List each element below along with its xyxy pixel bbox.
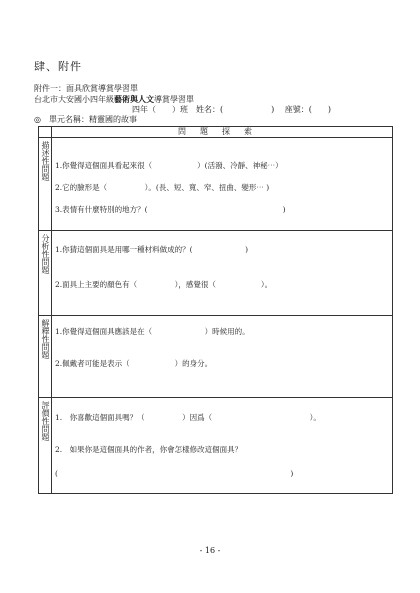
question-item: 1. 你喜歡這個面具嗎？（ ）因爲（ ）。	[55, 413, 321, 422]
page-number: - 16 -	[199, 546, 221, 555]
appendix-title: 附件一：面具欣賞導賞學習單	[34, 84, 138, 93]
question-item: 2.它的臉形是（ ）。(長、短、寬、窄、扭曲、變形⋯ )	[55, 183, 270, 192]
table-header: 問題探索	[52, 127, 393, 138]
school-line-prefix: 台北市大安國小四年級	[34, 95, 114, 104]
question-item: 1.你覺得這個面具看起來很（ ）(活潑、冷靜、神秘⋯）	[55, 161, 283, 170]
category-label: 解釋性問題	[41, 319, 50, 359]
category-label: 分析性問題	[41, 234, 50, 274]
school-line-suffix: 導賞學習單	[154, 95, 194, 104]
question-item: ( )	[55, 469, 294, 478]
question-item: 2. 如果你是這個面具的作者，你會怎樣修改這個面具？	[55, 445, 243, 454]
worksheet-table	[38, 126, 393, 494]
question-item: 1.你猜這個面具是用哪一種材料做成的？( )	[55, 245, 249, 254]
section-describe	[39, 138, 393, 231]
category-label: 評價性問題	[41, 401, 50, 441]
unit-name-line: ◎ 單元名稱：精靈國的故事	[34, 115, 137, 124]
category-label: 描述性問題	[41, 141, 50, 181]
section-evaluate	[39, 398, 393, 494]
section-explain	[39, 316, 393, 398]
question-item: 3.表情有什麼特別的地方？( )	[55, 205, 286, 214]
school-line-subject: 藝術與人文	[114, 94, 154, 104]
question-item: 1.你覺得這個面具應該是在（ ）時候用的。	[55, 327, 250, 336]
section-analyze	[39, 231, 393, 316]
question-item: 2.面具上主要的顏色有（ ），感覺很（ ）。	[55, 280, 273, 289]
section-heading: 肆、附件	[34, 60, 82, 73]
question-item: 2.佩戴者可能是表示（ ）的身分。	[55, 359, 213, 368]
student-info-line: 四年（ ）班 姓名：( ) 座號：( )	[132, 105, 332, 114]
header-corner-cell	[39, 127, 52, 138]
